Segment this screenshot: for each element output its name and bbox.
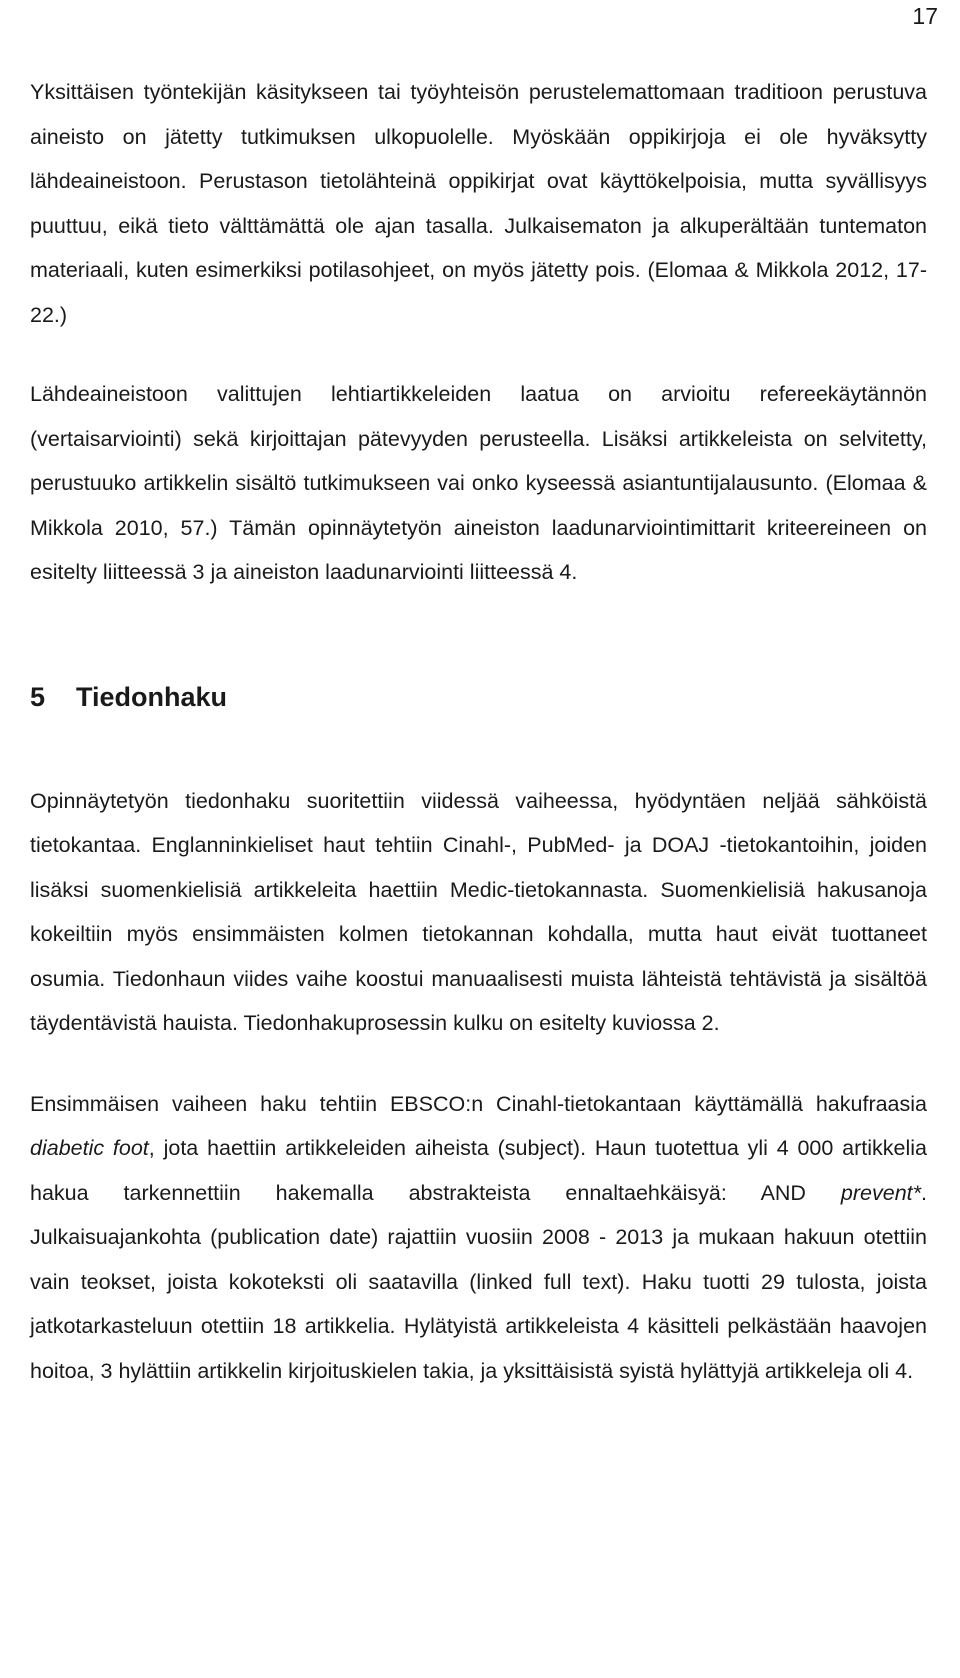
text-run: Ensimmäisen vaiheen haku tehtiin EBSCO:n Cinahl-tietokantaan käyttämällä hakufraasia <box>30 1091 927 1116</box>
document-body <box>30 70 927 1393</box>
text-run: , jota haettiin artikkeleiden aiheista (subject). Haun tuotettua yli 4 000 artikkelia hakua tarkennettiin hakemalla abstrakteista ennaltaehkäisyä: AND <box>30 1136 927 1205</box>
text-run: . Julkaisuajankohta (publication date) rajattiin vuosiin 2008 - 2013 ja mukaan hakuun otettiin vain teokset, joista kokoteksti oli saatavilla (linked full text). Haku tuotti 29 tulosta, joista jatkotarkasteluun otettiin 18 artikkelia. Hylätyistä artikkeleista 4 käsitteli pelkästään haavojen hoitoa, 3 hylättiin artikkelin kirjoituskielen takia, ja yksittäisistä syistä hylättyjä artikkeleja oli 4. <box>30 1180 927 1383</box>
paragraph-first-phase-search <box>30 1082 927 1394</box>
paragraph-search-overview: Opinnäytetyön tiedonhaku suoritettiin viidessä vaiheessa, hyödyntäen neljää sähköistä tietokantaa. Englanninkieliset haut tehtiin Cinahl-, PubMed- ja DOAJ -tietokantoihin, joiden lisäksi suomenkielisiä artikkeleita haettiin Medic-tietokannasta. Suomenkielisiä hakusanoja kokeiltiin myös ensimmäisten kolmen tietokannan kohdalla, mutta haut eivät tuottaneet osumia. Tiedonhaun viides vaihe koostui manuaalisesti muista lähteistä tehtävistä ja sisältöä täydentävistä hauista. Tiedonhakuprosessin kulku on esitelty kuviossa 2. <box>30 788 927 1035</box>
section-heading <box>30 677 927 717</box>
search-phrase: diabetic foot <box>30 1136 149 1160</box>
paragraph-quality-assessment: Lähdeaineistoon valittujen lehtiartikkeleiden laatua on arvioitu refereekäytännön (vertaisarviointi) sekä kirjoittajan pätevyyden perusteella. Lisäksi artikkeleista on selvitetty, perustuuko artikkelin sisältö tutkimukseen vai onko kyseessä asiantuntijalausunto. (Elomaa & Mikkola 2010, 57.) Tämän opinnäytetyön aineiston laadunarviointimittarit kriteereineen on esitelty liitteessä 3 ja aineiston laadunarviointi liitteessä 4. <box>30 382 927 584</box>
section-title: Tiedonhaku <box>76 681 228 712</box>
page-number: 17 <box>912 3 938 29</box>
section-number: 5 <box>30 681 46 712</box>
paragraph-source-exclusion: Yksittäisen työntekijän käsitykseen tai työyhteisön perustelemattomaan traditioon perustuva aineisto on jätetty tutkimuksen ulkopuolelle. Myöskään oppikirjoja ei ole hyväksytty lähdeaineistoon. Perustason tietolähteinä oppikirjat ovat käyttökelpoisia, mutta syvällisyys puuttuu, eikä tieto välttämättä ole ajan tasalla. Julkaisematon ja alkuperältään tuntematon materiaali, kuten esimerkiksi potilasohjeet, on myös jätetty pois. (Elomaa & Mikkola 2012, 17-22.) <box>30 80 927 327</box>
search-term: prevent* <box>840 1180 922 1205</box>
